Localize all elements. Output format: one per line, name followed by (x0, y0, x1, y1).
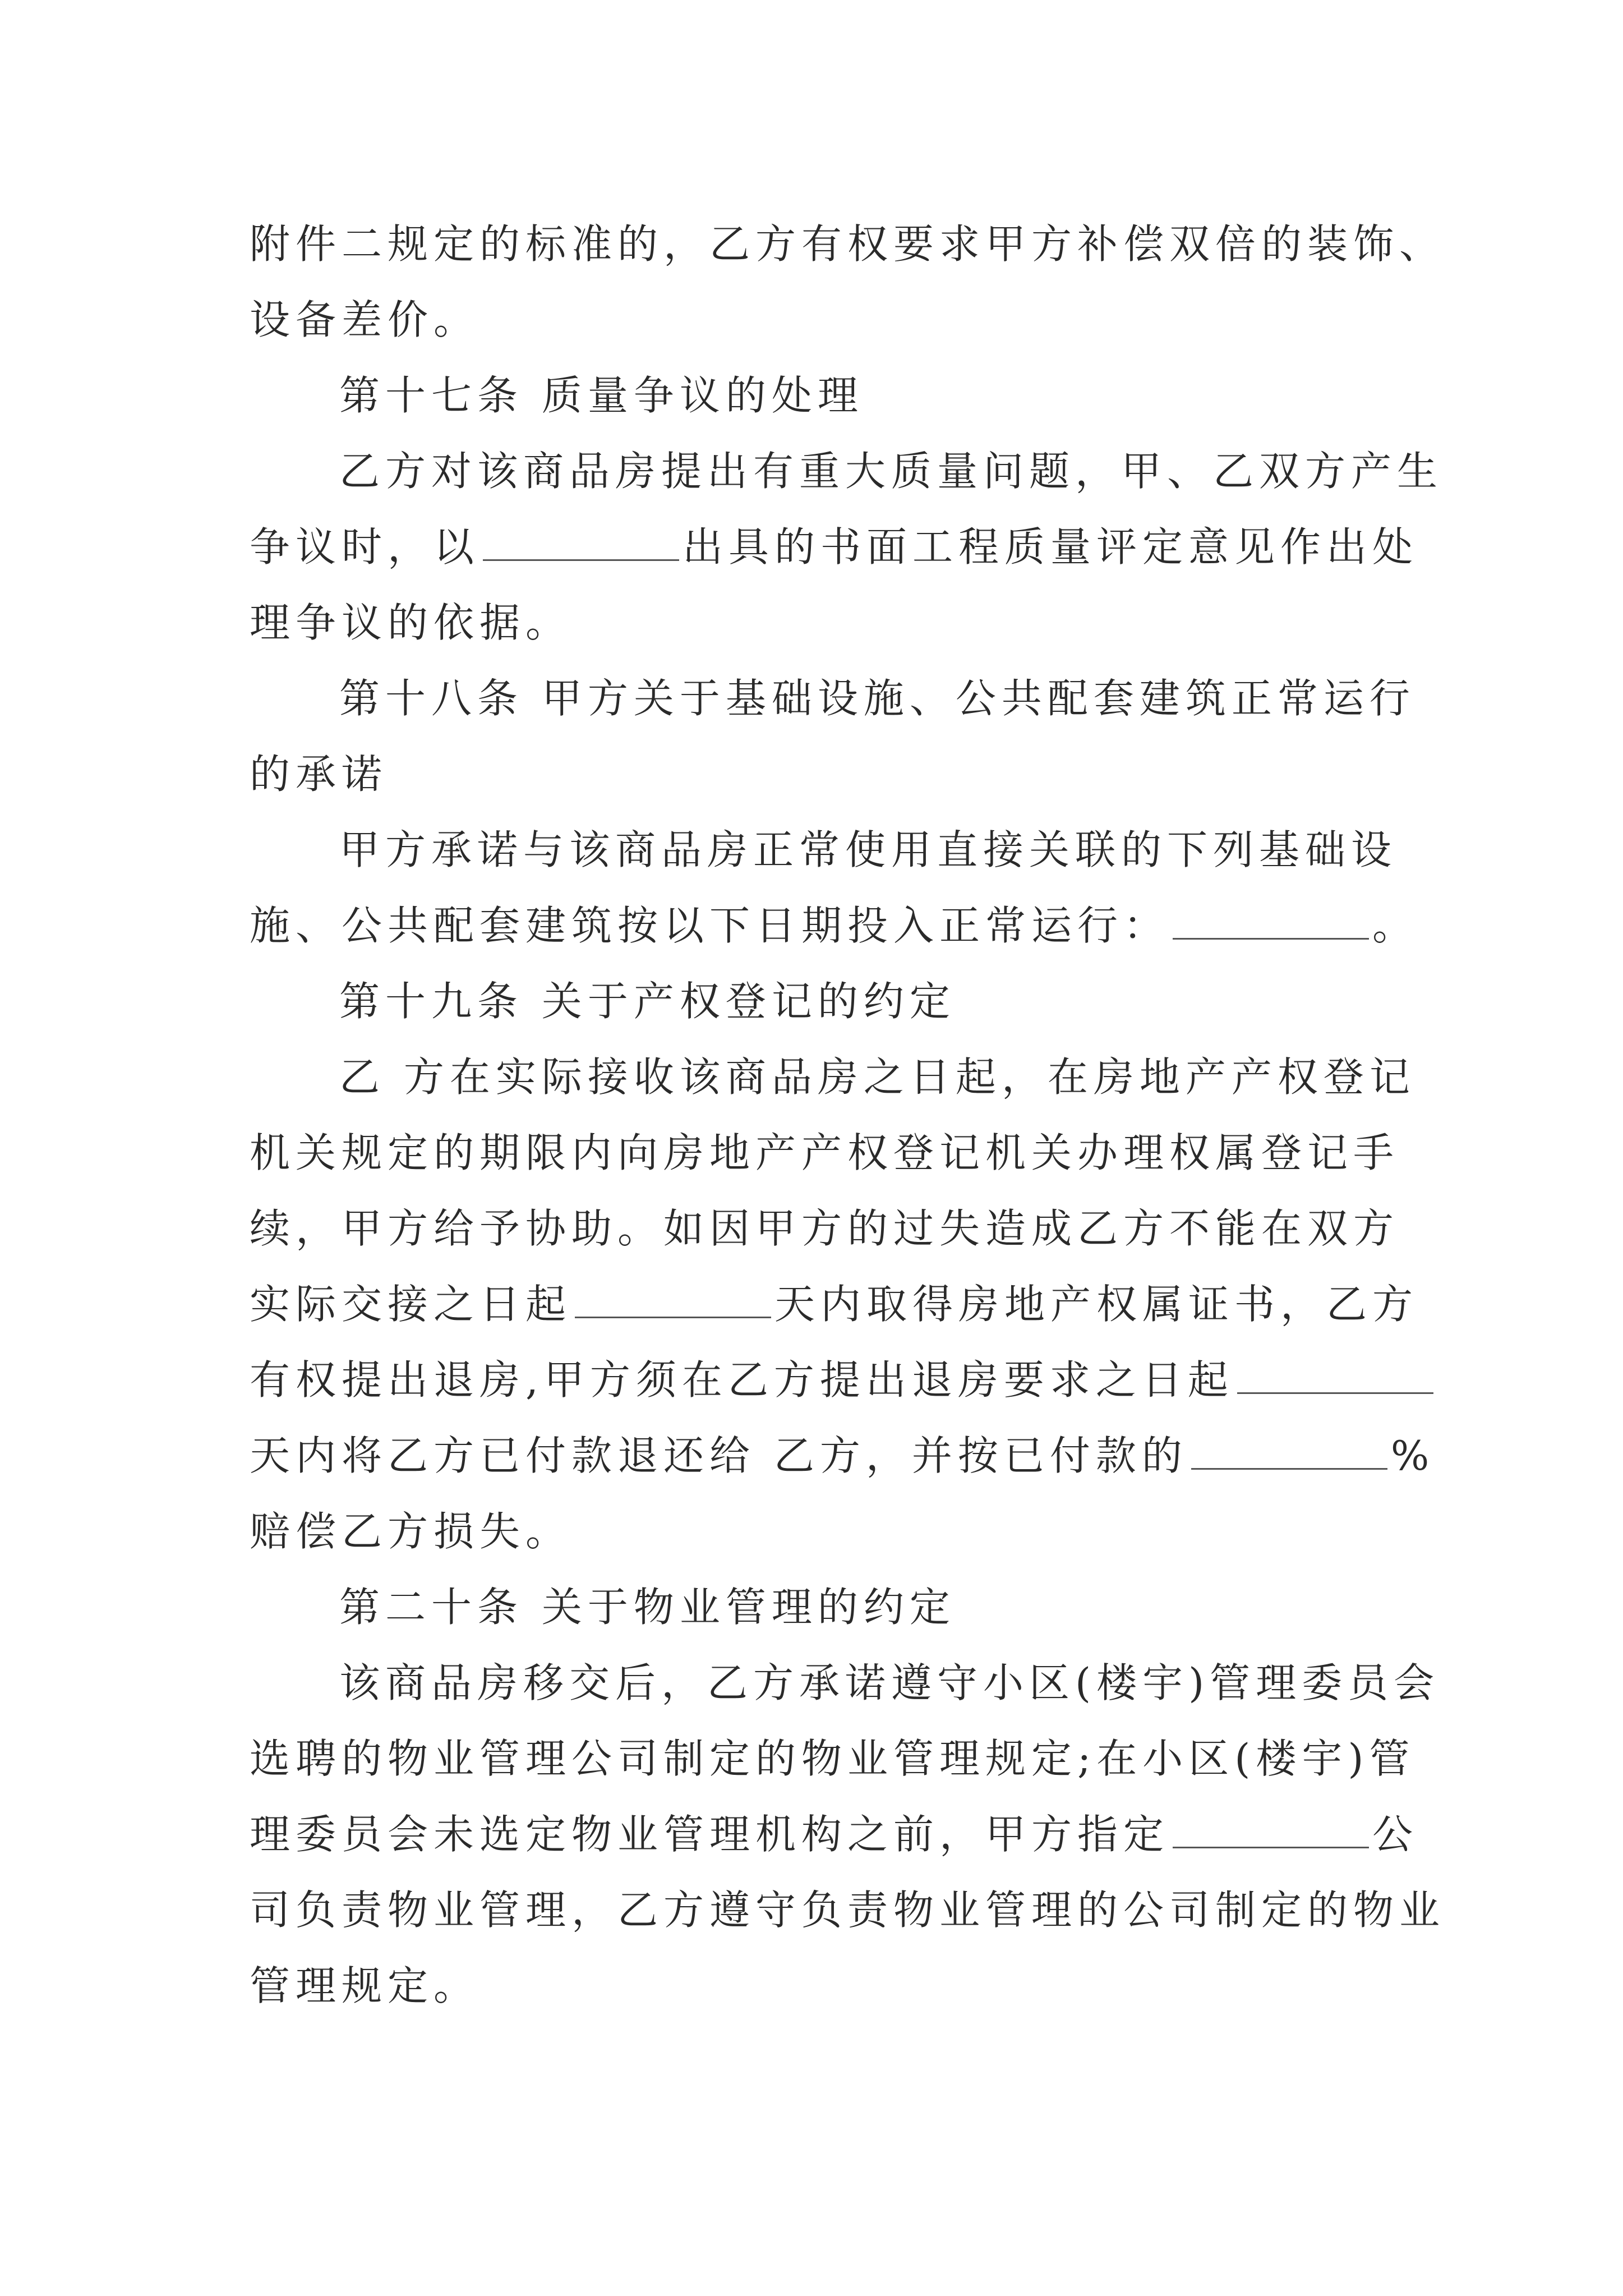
fill-blank (575, 1283, 771, 1318)
article-18-heading: 第十八条 甲方关于基础设施、公共配套建筑正常运行 (339, 675, 1415, 722)
text-line-23: 司负责物业管理，乙方遵守负责物业管理的公司制定的物业 (250, 1887, 1446, 1934)
text-line-17: 天内将乙方已付款退还给 乙方，并按已付款的 % (250, 1432, 1435, 1479)
text-line-22: 理委员会未选定物业管理机构之前，甲方指定 公 (250, 1811, 1419, 1858)
text-line-21: 选聘的物业管理公司制定的物业管理规定;在小区(楼宇)管 (250, 1735, 1415, 1782)
article-19-heading: 第十九条 关于产权登记的约定 (339, 978, 956, 1025)
article-17-heading: 第十七条 质量争议的处理 (339, 372, 864, 419)
text-line-18: 赔偿乙方损失。 (250, 1508, 572, 1555)
text-line-12: 乙 方在实际接收该商品房之日起，在房地产产权登记 (339, 1053, 1415, 1101)
text-line-24: 管理规定。 (250, 1962, 480, 2009)
text-line-20: 该商品房移交后，乙方承诺遵守小区(楼宇)管理委员会 (339, 1659, 1440, 1706)
fill-blank (1191, 1434, 1387, 1470)
text-line-4: 乙方对该商品房提出有重大质量问题，甲、乙双方产生 (339, 448, 1444, 495)
text-line-10: 施、公共配套建筑按以下日期投入正常运行： 。 (250, 902, 1419, 949)
article-20-heading: 第二十条 关于物业管理的约定 (339, 1584, 956, 1631)
fill-blank (1237, 1359, 1433, 1394)
fill-blank (1173, 1813, 1369, 1848)
text-line-1: 附件二规定的标准的，乙方有权要求甲方补偿双倍的装饰、 (250, 220, 1446, 268)
fill-blank (483, 526, 679, 561)
text-line-15: 实际交接之日起 天内取得房地产权属证书，乙方 (250, 1281, 1419, 1328)
text-line-2: 设备差价。 (250, 296, 480, 343)
text-line-9: 甲方承诺与该商品房正常使用直接关联的下列基础设 (339, 826, 1398, 873)
fill-blank (1173, 904, 1369, 940)
text-line-14: 续，甲方给予协助。如因甲方的过失造成乙方不能在双方 (250, 1205, 1400, 1252)
text-line-5: 争议时，以 出具的书面工程质量评定意见作出处 (250, 523, 1419, 570)
text-line-13: 机关规定的期限内向房地产产权登记机关办理权属登记手 (250, 1129, 1400, 1176)
text-line-8: 的承诺 (250, 751, 388, 798)
text-line-16: 有权提出退房,甲方须在乙方提出退房要求之日起 (250, 1346, 1394, 1414)
text-line-6: 理争议的依据。 (250, 599, 572, 646)
